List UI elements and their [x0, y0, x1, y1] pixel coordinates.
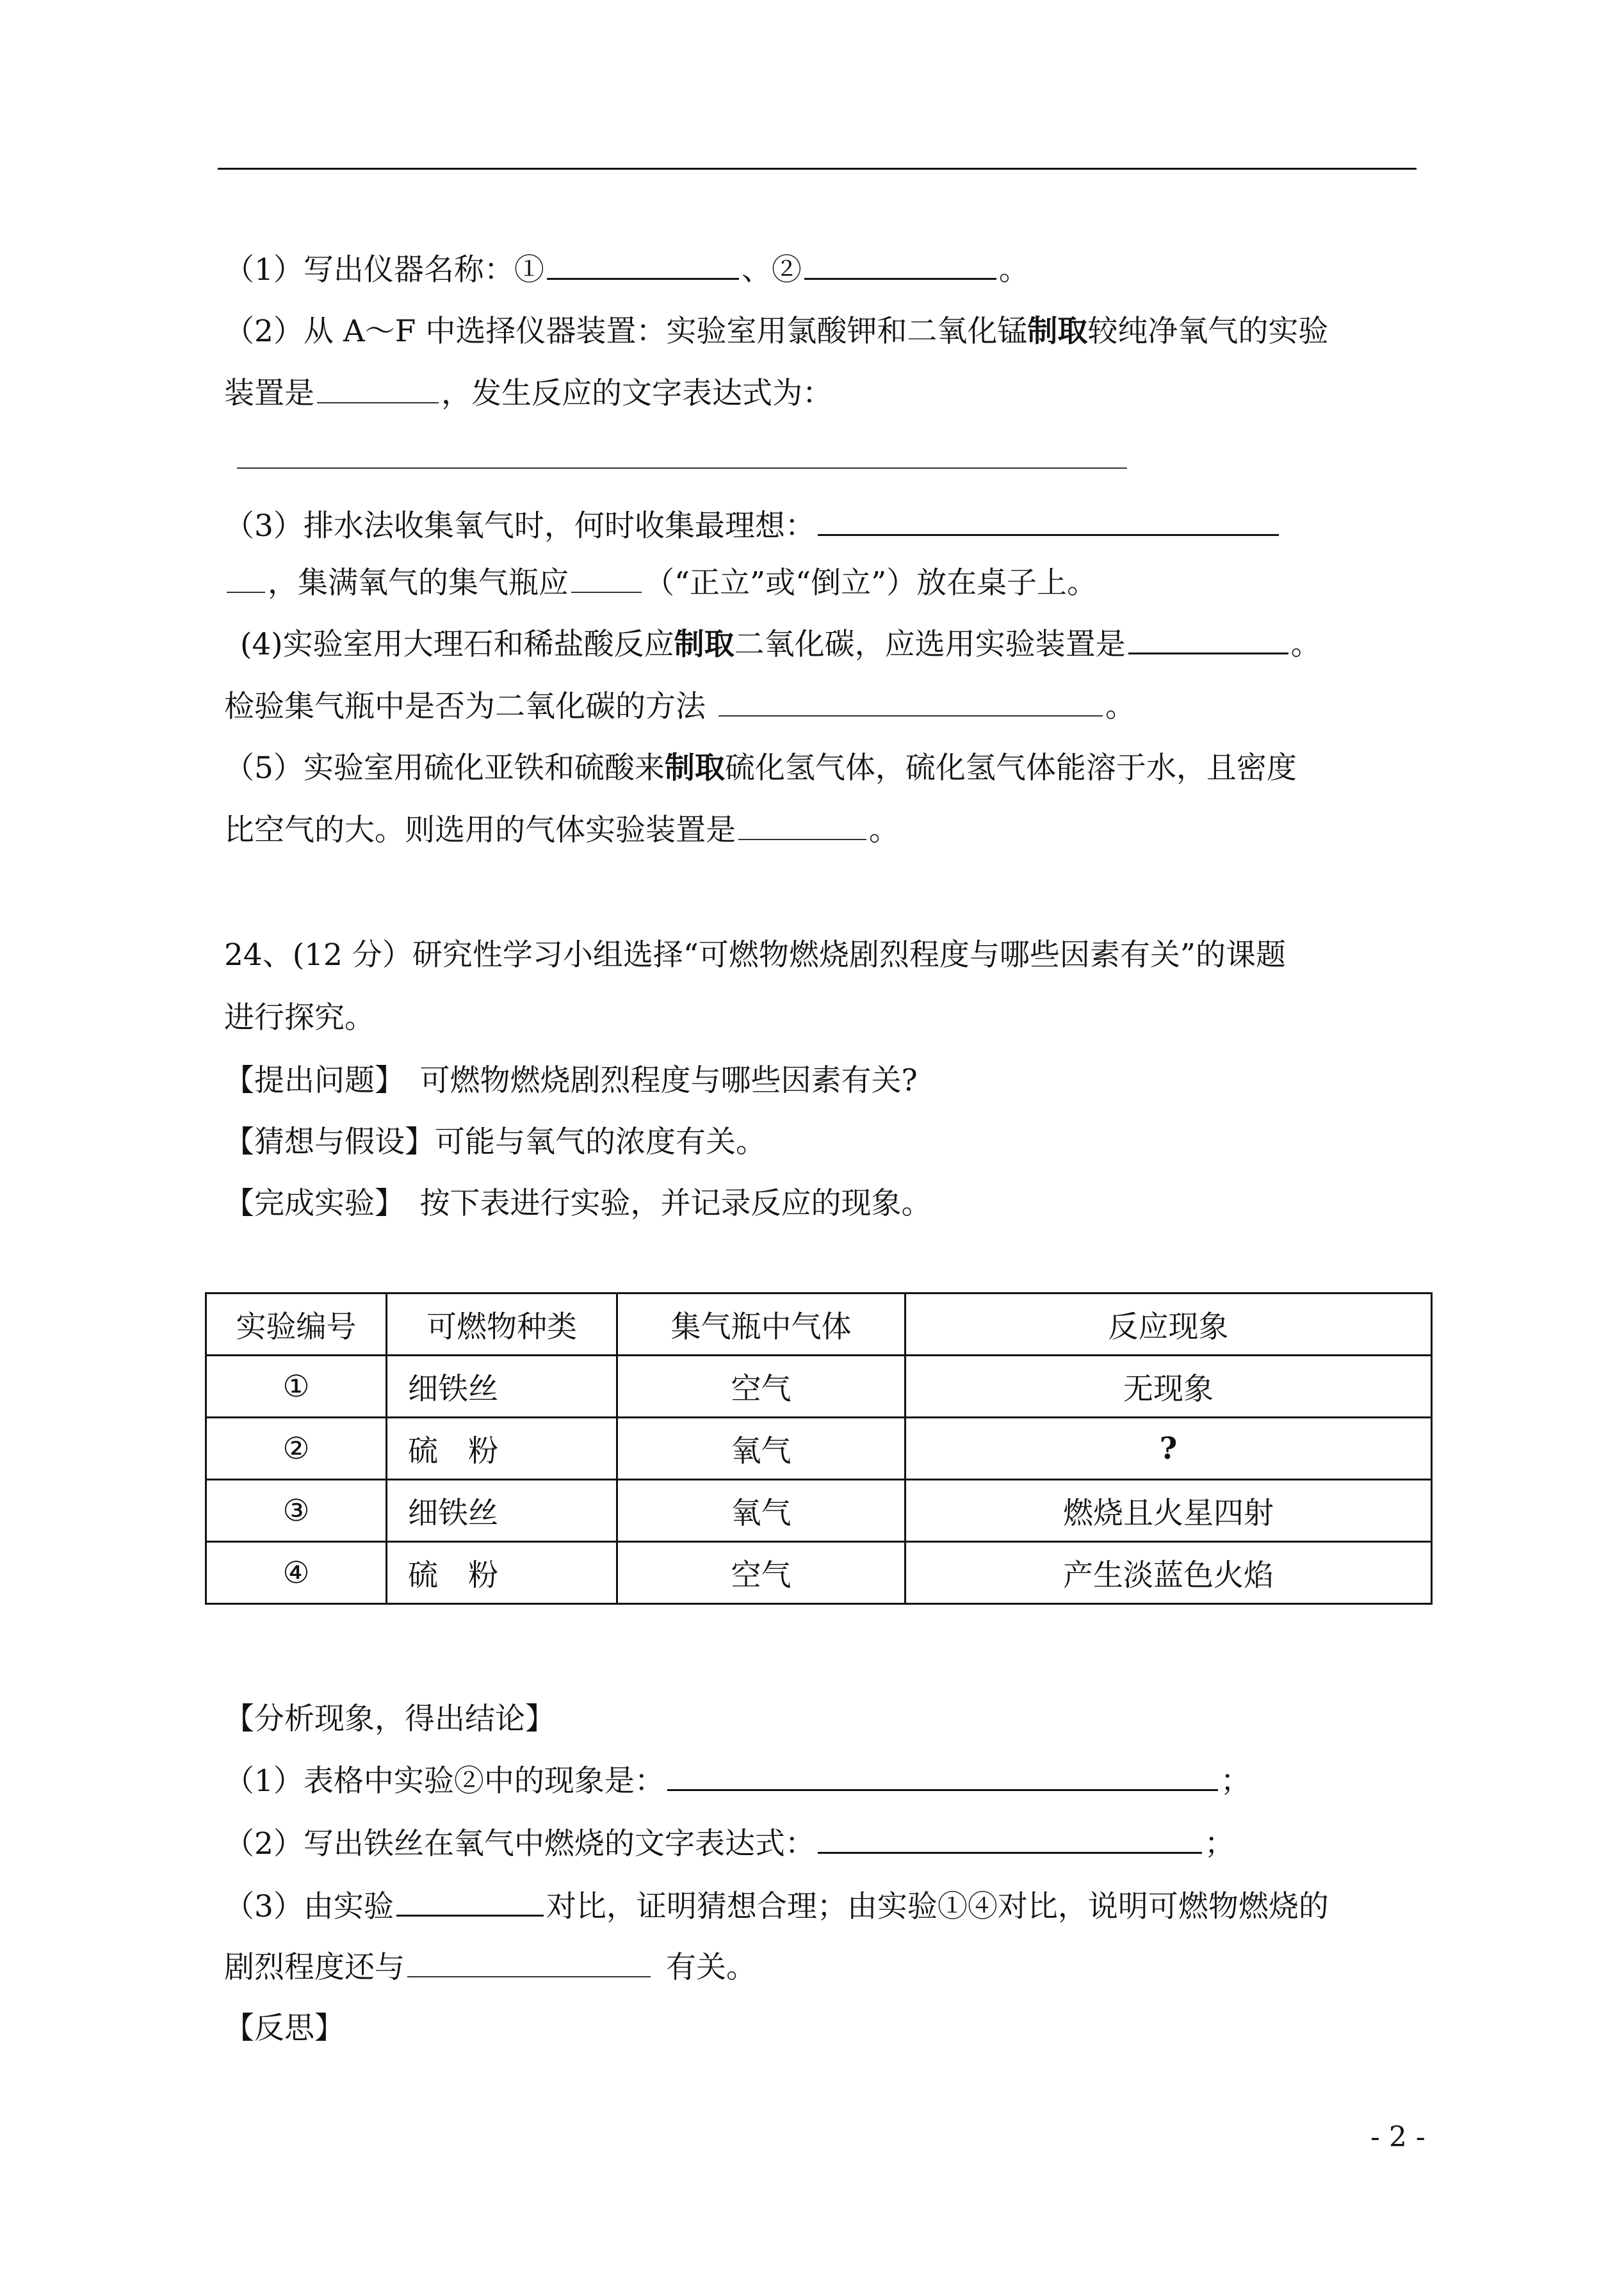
- q23-part5: （5）实验室用硫化亚铁和硫酸来制取硫化氢气体，硫化氢气体能溶于水，且密度: [224, 750, 1297, 786]
- answer-blank-2[interactable]: [804, 250, 996, 280]
- table-cell: 硫 粉: [387, 1418, 617, 1480]
- q23-part2: （2）从 A～F 中选择仪器装置：实验室用氯酸钾和二氧化锰制取较纯净氧气的实验: [224, 314, 1329, 349]
- q23-part2-line2: 装置是 ，发生反应的文字表达式为：: [224, 374, 832, 413]
- answer-blank-6[interactable]: [1128, 624, 1288, 654]
- experiment-table: [205, 1292, 1433, 1605]
- table-cell: 无现象: [905, 1356, 1432, 1418]
- analysis-1: （1）表格中实验②中的现象是： ；: [224, 1761, 1251, 1801]
- answer-blank-3[interactable]: [317, 374, 439, 403]
- table-cell: ③: [206, 1480, 387, 1542]
- q24-intro-line2: 进行探究。: [224, 1000, 375, 1035]
- reflection-title: 【反思】: [224, 2011, 345, 2046]
- table-row: [206, 1542, 1432, 1604]
- table-cell: 细铁丝: [387, 1480, 617, 1542]
- table-cell: 燃烧且火星四射: [905, 1480, 1432, 1542]
- q23-part3: （3）排水法收集氧气时，何时收集最理想：: [224, 506, 1281, 546]
- table-cell: ?: [905, 1418, 1432, 1480]
- table-row: [206, 1418, 1432, 1480]
- answer-blank-4[interactable]: [818, 506, 1279, 536]
- table-header: 反应现象: [905, 1293, 1432, 1356]
- answer-blank-8[interactable]: [738, 811, 866, 840]
- table-cell: ②: [206, 1418, 387, 1480]
- analysis-3: （3）由实验 对比，证明猜想合理；由实验①④对比，说明可燃物燃烧的: [224, 1886, 1329, 1926]
- answer-blank-11[interactable]: [396, 1886, 544, 1917]
- table-cell: ④: [206, 1542, 387, 1604]
- answer-blank-4-cont[interactable]: [227, 564, 265, 593]
- q23-part5-line2: 比空气的大。则选用的气体实验装置是 。: [224, 811, 899, 850]
- answer-blank-5[interactable]: [571, 564, 642, 593]
- answer-blank-1[interactable]: [547, 250, 739, 280]
- table-cell: 空气: [617, 1542, 905, 1604]
- q24-experiment: 【完成实验】 按下表进行实验，并记录反应的现象。: [224, 1186, 932, 1221]
- q24-hypothesis: 【猜想与假设】可能与氧气的浓度有关。: [224, 1124, 766, 1160]
- page-number: - 2 -: [1370, 2121, 1425, 2153]
- table-cell: 硫 粉: [387, 1542, 617, 1604]
- table-header-row: [206, 1293, 1432, 1356]
- answer-blank-7[interactable]: [719, 687, 1103, 717]
- q23-part1: （1）写出仪器名称：① 、② 。: [224, 250, 1029, 289]
- answer-blank-10[interactable]: [818, 1824, 1202, 1854]
- q23-part4-line2: 检验集气瓶中是否为二氧化碳的方法 。: [224, 687, 1135, 726]
- q23-part3-line2: ，集满氧气的集气瓶应 （“正立”或“倒立”）放在桌子上。: [224, 564, 1097, 603]
- q23-part4: (4)实验室用大理石和稀盐酸反应制取二氧化碳，应选用实验装置是 。: [240, 624, 1321, 664]
- header-rule: [218, 168, 1417, 170]
- table-header: 集气瓶中气体: [617, 1293, 905, 1356]
- table-header: 实验编号: [206, 1293, 387, 1356]
- table-cell: 产生淡蓝色火焰: [905, 1542, 1432, 1604]
- q24-intro: 24、(12 分）研究性学习小组选择“可燃物燃烧剧烈程度与哪些因素有关”的课题: [224, 937, 1286, 973]
- answer-blank-9[interactable]: [667, 1761, 1218, 1791]
- table-row: [206, 1480, 1432, 1542]
- answer-line-equation[interactable]: [237, 467, 1127, 469]
- table-cell: 氧气: [617, 1480, 905, 1542]
- analysis-title: 【分析现象，得出结论】: [224, 1701, 555, 1737]
- table-cell: 氧气: [617, 1418, 905, 1480]
- analysis-3-line2: 剧烈程度还与 有关。: [224, 1948, 756, 1987]
- table-cell: ①: [206, 1356, 387, 1418]
- table-cell: 空气: [617, 1356, 905, 1418]
- answer-blank-12[interactable]: [407, 1948, 651, 1977]
- analysis-2: （2）写出铁丝在氧气中燃烧的文字表达式： ；: [224, 1824, 1235, 1863]
- table-cell: 细铁丝: [387, 1356, 617, 1418]
- table-row: [206, 1356, 1432, 1418]
- q24-question: 【提出问题】 可燃物燃烧剧烈程度与哪些因素有关?: [224, 1063, 918, 1098]
- table-header: 可燃物种类: [387, 1293, 617, 1356]
